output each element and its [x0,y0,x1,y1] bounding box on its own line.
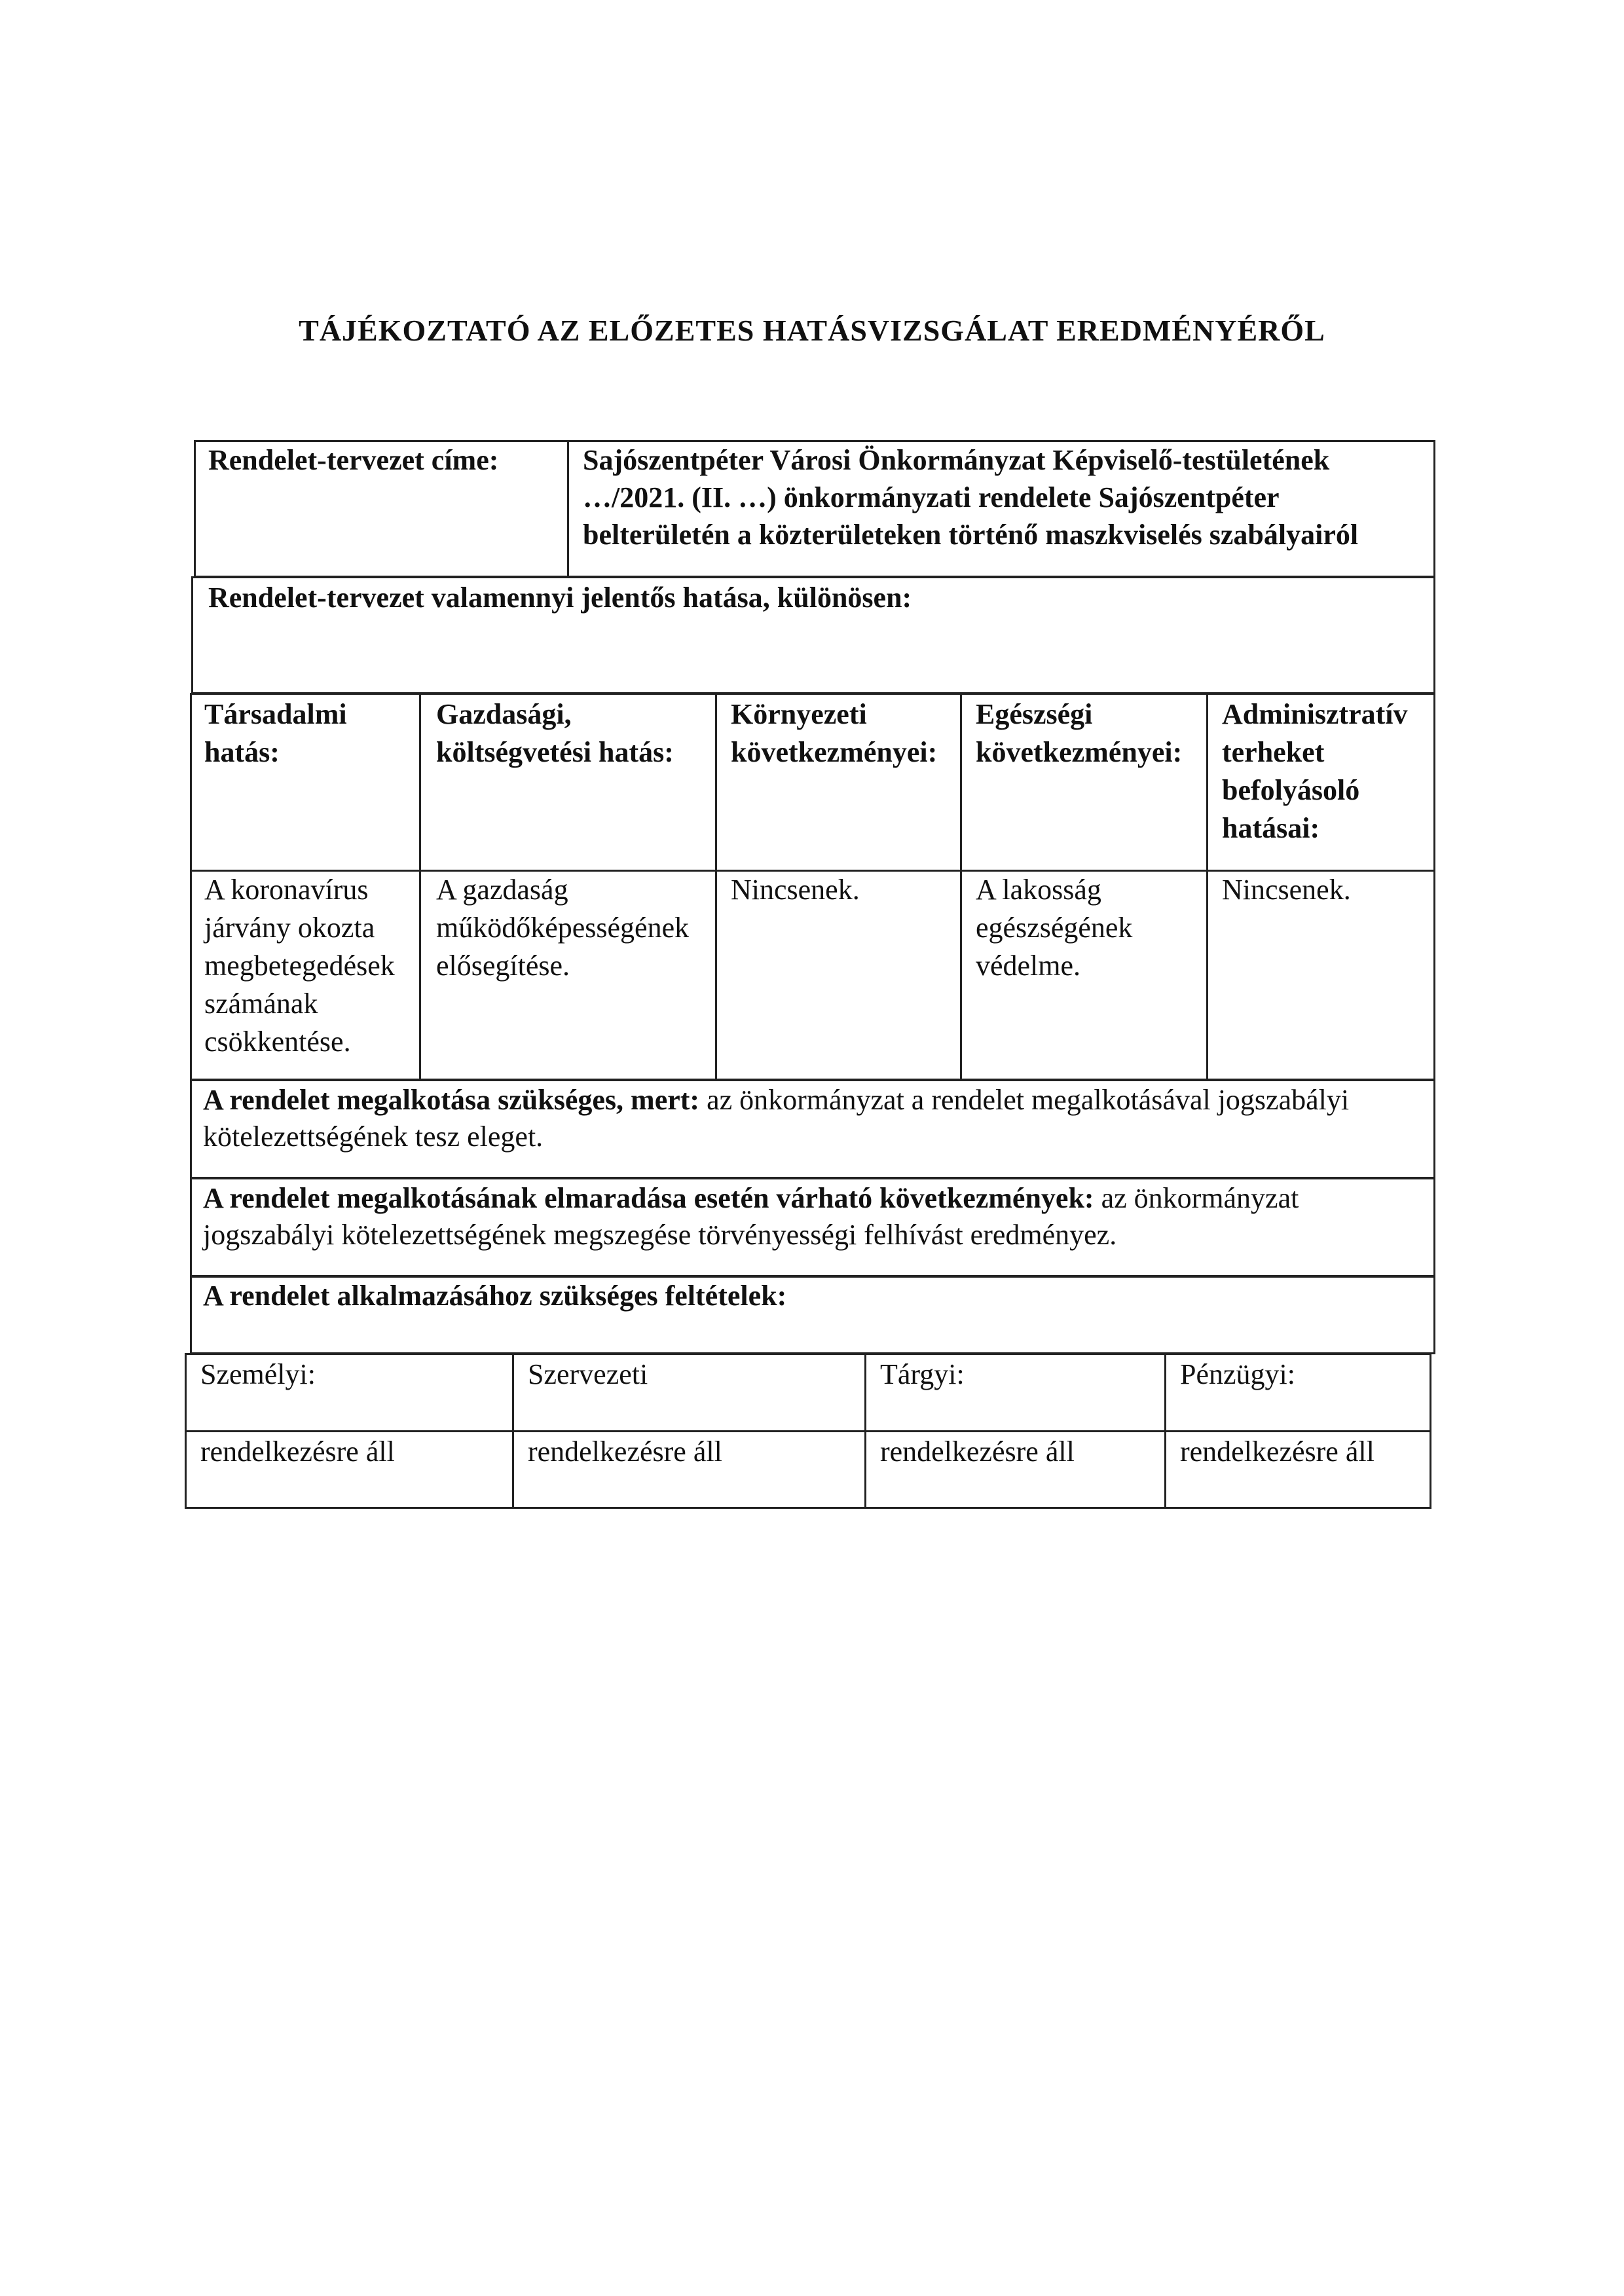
draft-title-line-3: belterületén a közterületeken történő maszkviselés szabályairól [583,519,1359,551]
conditions-header-financial: Pénzügyi: [1180,1358,1295,1390]
impact-col-divider-1 [419,693,421,1081]
conditions-header-personal: Személyi: [200,1358,316,1390]
impact-col-divider-2 [715,693,717,1081]
impact-header-administrative: Adminisztratív terheket befolyásoló hatásai: [1222,698,1408,844]
conditions-col-divider-2 [864,1353,866,1509]
impact-header-social: Társadalmi hatás: [204,698,347,768]
impact-value-health: A lakosság egészségének védelme. [976,874,1133,982]
conditions-value-financial: rendelkezésre áll [1180,1435,1375,1468]
impact-header-health: Egészségi következményei: [976,698,1183,768]
impact-value-social: A koronavírus járvány okozta megbetegedések számának csökkentése. [204,874,395,1058]
draft-title-line-2: …/2021. (II. …) önkormányzati rendelete Sajószentpéter [583,481,1280,513]
conditions-value-personal: rendelkezésre áll [200,1435,395,1468]
page-title: TÁJÉKOZTATÓ AZ ELŐZETES HATÁSVIZSGÁLAT EREDMÉNYÉRŐL [299,314,1325,347]
conditions-col-divider-1 [512,1353,514,1509]
draft-title-label: Rendelet-tervezet címe: [208,444,499,476]
conditions-heading: A rendelet alkalmazásához szükséges feltételek: [203,1280,787,1312]
impact-value-environmental: Nincsenek. [731,874,860,906]
conditions-value-material: rendelkezésre áll [880,1435,1075,1468]
conditions-header-organizational: Szervezeti [528,1358,648,1390]
conditions-col-divider-3 [1164,1353,1166,1509]
impact-header-environmental: Környezeti következményei: [731,698,938,768]
impact-value-administrative: Nincsenek. [1222,874,1351,906]
draft-title-divider [567,440,569,578]
conditions-header-material: Tárgyi: [880,1358,965,1390]
impact-value-economic: A gazdaság működőképességének elősegítése. [436,874,690,982]
necessity-text: A rendelet megalkotása szükséges, mert: az önkormányzat a rendelet megalkotásával jogszabályi kötelezettségének tesz eleget. [203,1084,1350,1153]
conditions-value-organizational: rendelkezésre áll [528,1435,722,1468]
conditions-header-divider [185,1430,1431,1432]
impact-col-divider-4 [1206,693,1208,1081]
impact-header-economic: Gazdasági, költségvetési hatás: [436,698,674,768]
impact-col-divider-3 [960,693,962,1081]
effects-heading: Rendelet-tervezet valamennyi jelentős hatása, különösen: [208,582,912,614]
consequences-text: A rendelet megalkotásának elmaradása esetén várható következmények: az önkormányzat jogszabályi kötelezettségének megszegése törvényességi felhívást eredményez. [203,1182,1299,1251]
draft-title-line-1: Sajószentpéter Városi Önkormányzat Képviselő-testületének [583,444,1330,476]
